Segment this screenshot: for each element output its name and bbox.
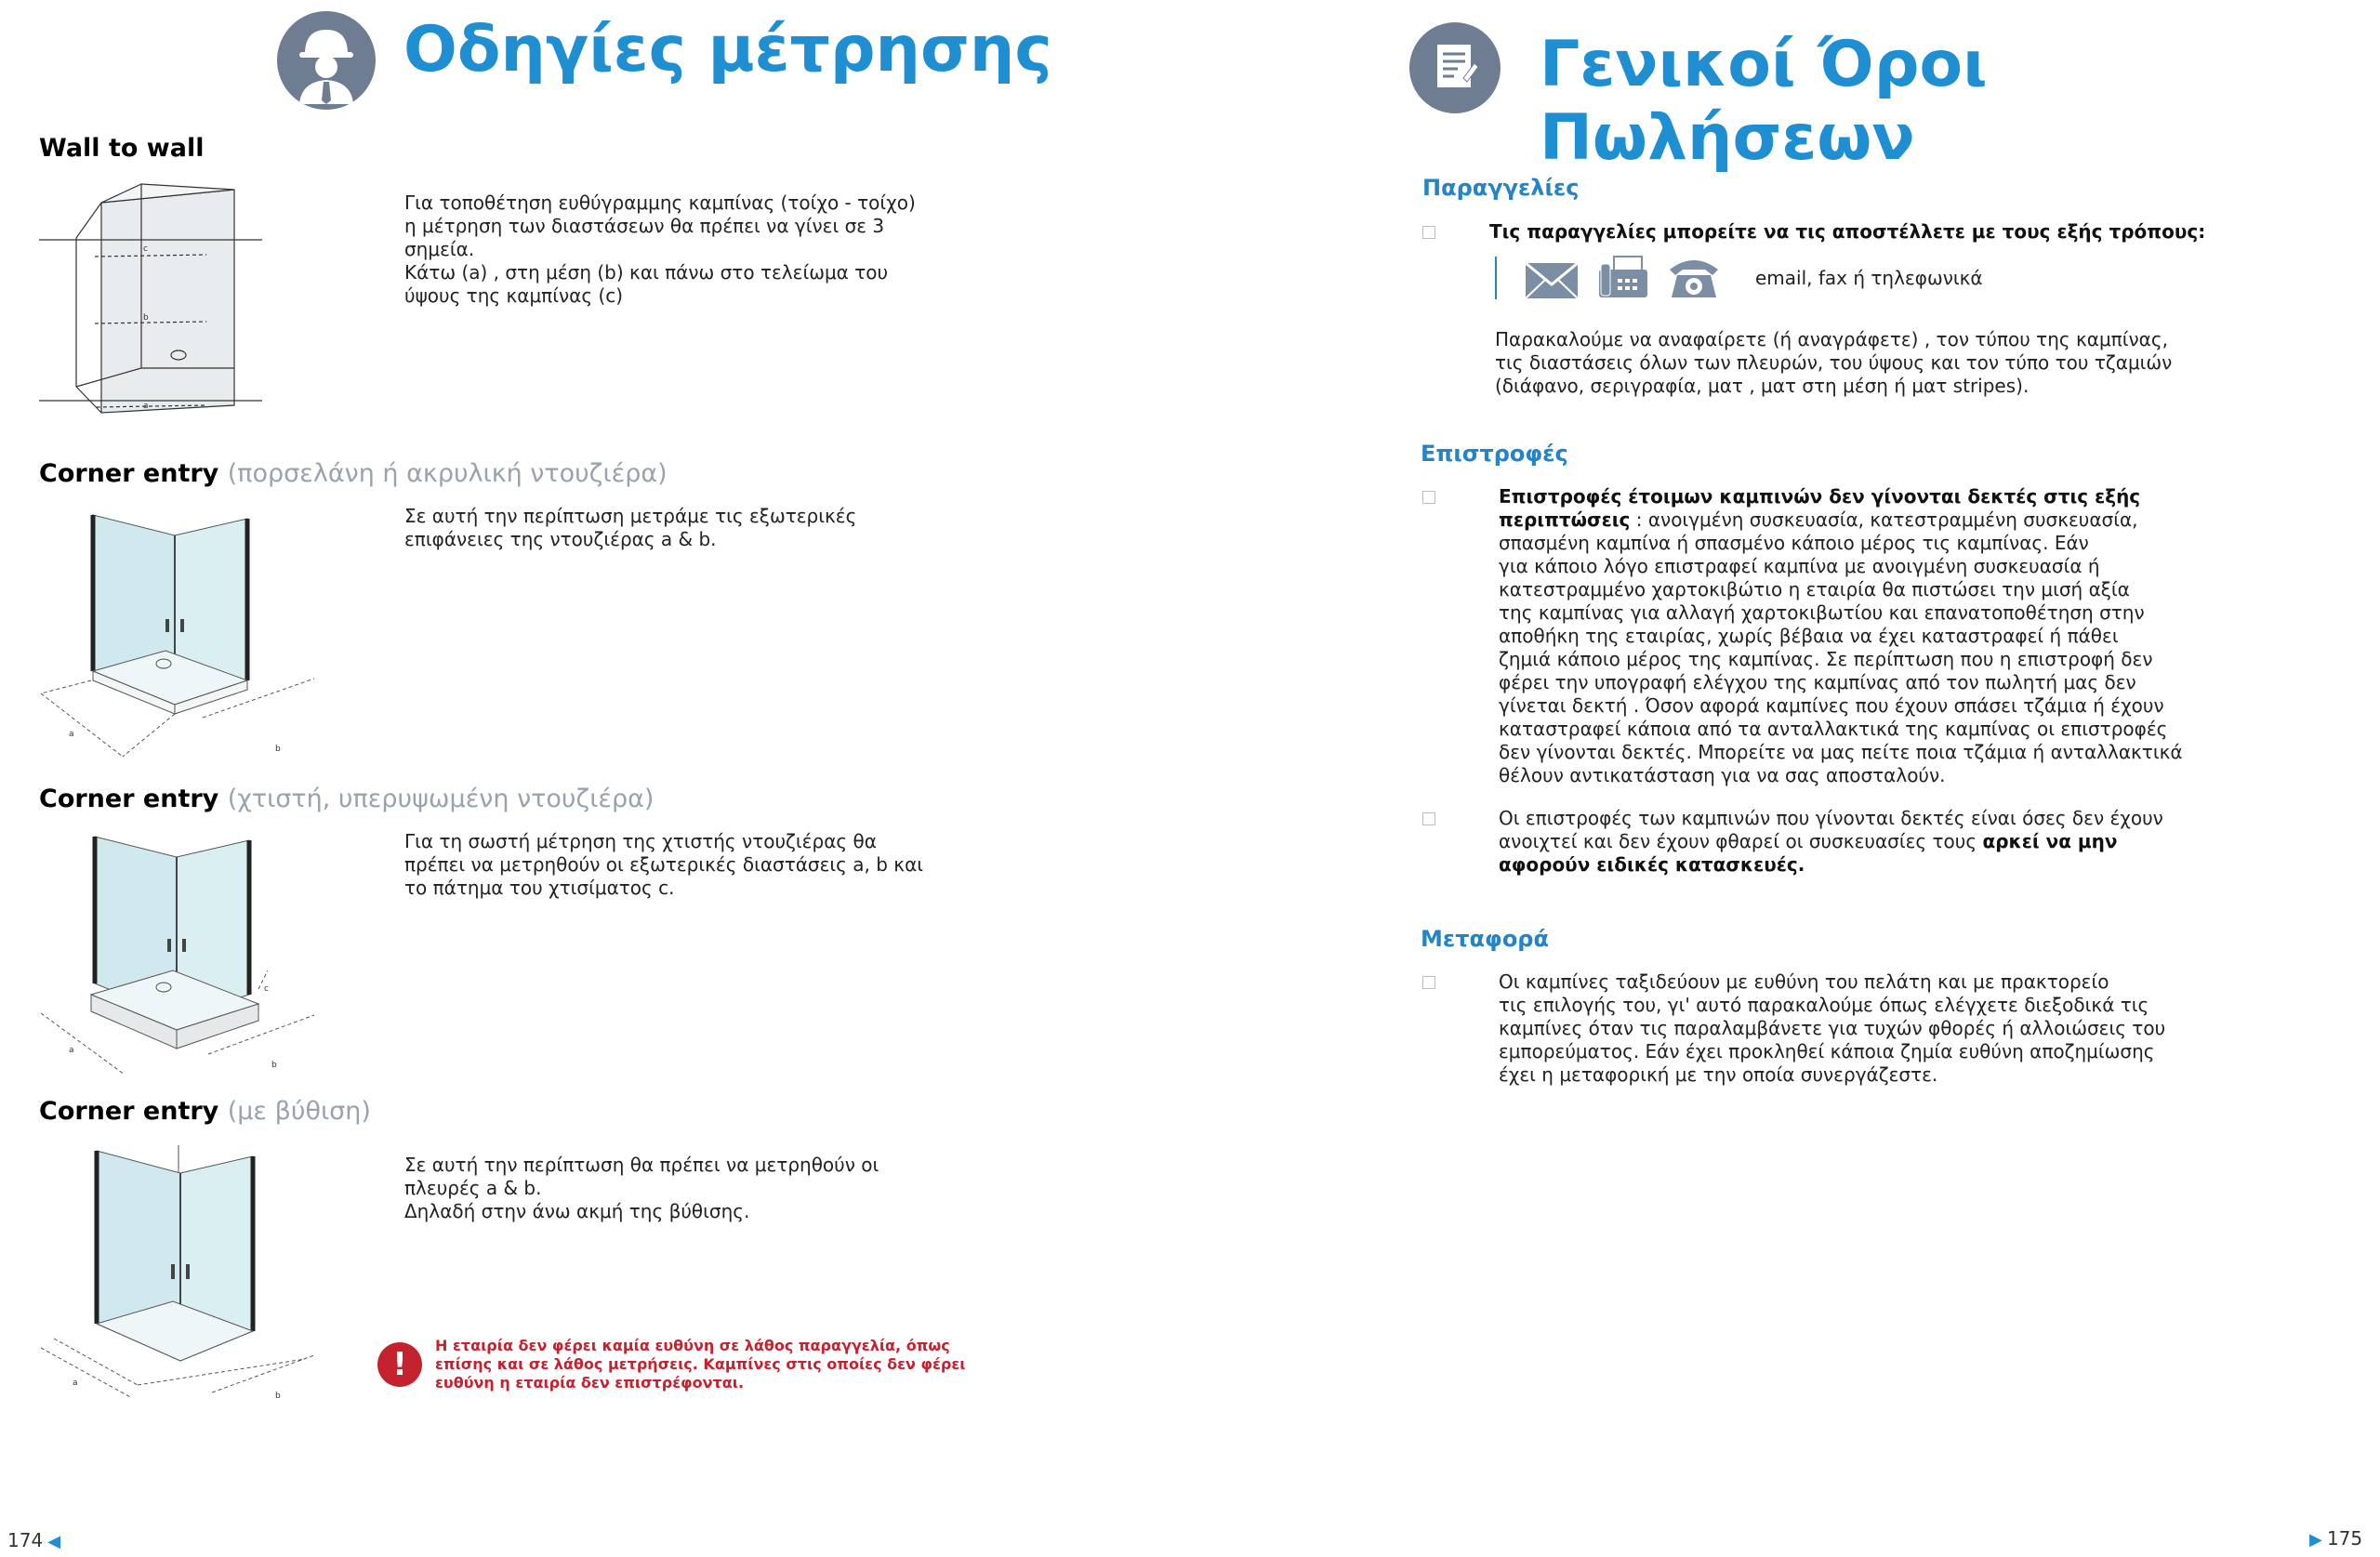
triangle-right-icon: ▶ [2309,1530,2322,1550]
warning-line: ευθύνη η εταιρία δεν επιστρέφονται. [435,1374,745,1392]
warning-line: Η εταιρία δεν φέρει καμία ευθύνη σε λάθος παραγγελία, όπως [435,1337,950,1354]
orders-left-rule [1495,257,1497,299]
orders-intro-text: Τις παραγγελίες μπορείτε να τις αποστέλλετε με τους εξής τρόπους: [1489,220,2206,243]
text-line: για κάποιο λόγο επιστραφεί καμπίνα με ανοιγμένη συσκευασία ή [1499,555,2100,577]
bullet-square [1422,812,1435,825]
text-line: Οι καμπίνες ταξιδεύουν με ευθύνη του πελάτη και με πρακτορείο [1499,970,2109,993]
text-line: καταστραφεί κάποια από τα ανταλλακτικά της καμπίνας οι επιστροφές [1499,718,2168,740]
contact-methods: email, fax ή τηλεφωνικά [1755,267,1983,289]
text-line: φέρει την υπογραφή ελέγχου της καμπίνας από τον πωλητή μας δεν [1499,671,2136,693]
text-line: Οι επιστροφές των καμπινών που γίνονται δεκτές είναι όσες δεν έχουν [1499,807,2163,829]
corner-entry-text-1 [404,505,856,551]
text-line: Κάτω (a) , στη μέση (b) και πάνω στο τελείωμα του [404,261,889,284]
page-number: 175 [2326,1527,2363,1550]
bullet-square [1422,226,1435,239]
transport-heading: Μεταφορά [1421,926,1549,952]
returns-bold-line [1499,485,2183,508]
text-line: Για τοποθέτηση ευθύγραμμης καμπίνας (τοίχο - τοίχο) [404,191,916,214]
transport-paragraph [1499,970,2165,1087]
text-line: δεν γίνονται δεκτές. Μπορείτε να μας πείτε ποια τζάμια ή ανταλλακτικά [1499,741,2183,763]
returns-bold-text-2: περιπτώσεις [1499,508,1631,531]
returns-paragraph-1 [1499,485,2183,787]
diagram-label-b: b [275,1392,281,1401]
section-heading-text: Corner entry [39,785,219,813]
text-line: κατεστραμμένο χαρτοκιβώτιο η εταιρία θα πιστώσει την μισή αξία [1499,578,2130,600]
returns-mixed-line-2 [1499,830,2163,853]
corner-entry-text-3 [404,1154,879,1223]
warning-text [435,1337,966,1392]
section-heading-corner-entry-2 [39,785,654,813]
section-heading-wall-to-wall [39,134,204,163]
page-number-left [7,1529,60,1551]
warning-line: επίσης και σε λάθος μετρήσεις. Καμπίνες στις οποίες δεν φέρει [435,1355,966,1373]
section-heading-corner-entry-3 [39,1097,371,1126]
diagram-label-c: c [143,244,148,254]
diagram-label-a: a [69,1046,74,1055]
text-line: το πάτημα του χτισίματος c. [404,877,675,899]
text-line: αποθήκη της εταιρίας, χωρίς βέβαια να έχει καταστραφεί ή πάθει [1499,625,2119,647]
section-heading-text: Corner entry [39,459,219,488]
text-line: τις διαστάσεις όλων των πλευρών, του ύψους και τον τύπο του τζαμιών [1495,351,2173,374]
text-line: σημεία. [404,238,475,260]
section-subheading: (με βύθιση) [227,1097,371,1126]
returns-bold-text-3: αρκεί να μην [1982,830,2118,852]
text-line: γίνεται δεκτή . Όσον αφορά καμπίνες που έχουν σπάσει τζάμια ή έχουν [1499,694,2164,717]
text-line: τις επιλογής του, γι' αυτό παρακαλούμε όπως ελέγχετε διεξοδικά τις [1499,994,2149,1016]
diagram-label-c: c [264,984,269,994]
returns-heading: Επιστροφές [1421,441,1568,467]
section-heading-corner-entry-1 [39,459,668,488]
wall-to-wall-text [404,191,916,308]
bullet-square [1422,491,1435,504]
fax-icon [1597,255,1649,299]
orders-note [1495,328,2172,398]
text-line: ζημιά κάποιο μέρος της καμπίνας. Σε περίπτωση που η επιστροφή δεν [1499,648,2153,670]
diagram-label-a: a [143,402,149,411]
returns-after-bold: : ανοιγμένη συσκευασία, κατεστραμμένη συσκευασία, [1630,508,2138,531]
text-line: έχει η μεταφορική με την οποία συνεργάζεστε. [1499,1063,1938,1086]
triangle-left-icon: ◀ [47,1532,61,1551]
text-line: επιφάνειες της ντουζιέρας a & b. [404,528,717,550]
diagram-label-a: a [73,1379,78,1388]
document-icon [1409,22,1501,113]
text-line: η μέτρηση των διαστάσεων θα πρέπει να γίνει σε 3 [404,215,885,237]
text-line: Για τη σωστή μέτρηση της χτιστής ντουζιέρας θα [404,830,877,852]
text-line: πρέπει να μετρηθούν οι εξωτερικές διαστάσεις a, b και [404,853,924,876]
diagram-label-b: b [143,313,149,323]
bullet-square [1422,976,1435,989]
text-line: Σε αυτή την περίπτωση θα πρέπει να μετρηθούν οι [404,1154,879,1176]
section-heading-text: Corner entry [39,1097,219,1126]
corner-entry-diagram-2 [35,831,324,1082]
text-line: καμπίνες όταν τις παραλαμβάνετε για τυχών φθορές ή αλλοιώσεις του [1499,1017,2166,1039]
text-line: Παρακαλούμε να αναφαίρετε (ή αναγράφετε) , τον τύπου της καμπίνας, [1495,328,2168,350]
corner-entry-text-2 [404,830,923,900]
warning-icon-glyph: ! [392,1346,407,1383]
page-title-right: Γενικοί Όροι Πωλήσεων [1540,28,1988,175]
text-line: σπασμένη καμπίνα ή σπασμένο κάποιο μέρος τις καμπίνας. Εάν [1499,532,2089,554]
diagram-label-b: b [275,745,281,754]
orders-intro [1489,220,2205,244]
returns-bold-text: Επιστροφές έτοιμων καμπινών δεν γίνονται δεκτές στις εξής [1499,485,2141,508]
corner-entry-diagram-3 [35,1145,324,1415]
returns-plain-text: ανοιχτεί και δεν έχουν φθαρεί οι συσκευασίες τους [1499,830,1983,852]
text-line: ύψους της καμπίνας (c) [404,284,624,307]
warning-icon [377,1342,422,1387]
diagram-label-a: a [69,730,74,739]
section-heading-text: Wall to wall [39,134,205,163]
text-line: εμπορεύματος. Εάν έχει προκληθεί κάποια ζημία ευθύνη αποζημίωσης [1499,1040,2155,1062]
text-line: πλευρές a & b. [404,1177,542,1199]
section-subheading: (χτιστή, υπερυψωμένη ντουζιέρα) [227,785,654,813]
returns-bold-line-2 [1499,853,2163,877]
returns-paragraph-2 [1499,807,2163,877]
page-number: 174 [7,1529,44,1551]
worker-icon [277,11,376,110]
page-number-right [2309,1527,2362,1550]
envelope-icon [1525,262,1579,299]
corner-entry-diagram-1 [35,508,324,768]
text-line: θέλουν αντικατάσταση για να σας αποσταλούν. [1499,764,1946,786]
text-line: της καμπίνας για αλλαγή χαρτοκιβωτίου και επανατοποθέτηση στην [1499,601,2145,624]
page-title-left: Οδηγίες μέτρησης [403,13,1052,86]
section-subheading: (πορσελάνη ή ακρυλική ντουζιέρα) [227,459,668,488]
text-line: Σε αυτή την περίπτωση μετράμε τις εξωτερικές [404,505,857,527]
returns-bold-text-4: αφορούν ειδικές κατασκευές. [1499,853,1805,876]
diagram-label-b: b [271,1061,277,1070]
returns-mixed-line [1499,508,2183,532]
text-line: (διάφανο, σεριγραφία, ματ , ματ στη μέση ή ματ stripes). [1495,375,2030,397]
text-line: Δηλαδή στην άνω ακμή της βύθισης. [404,1200,750,1222]
wall-to-wall-diagram [39,182,271,416]
telephone-icon [1666,255,1722,299]
orders-heading: Παραγγελίες [1422,175,1580,201]
